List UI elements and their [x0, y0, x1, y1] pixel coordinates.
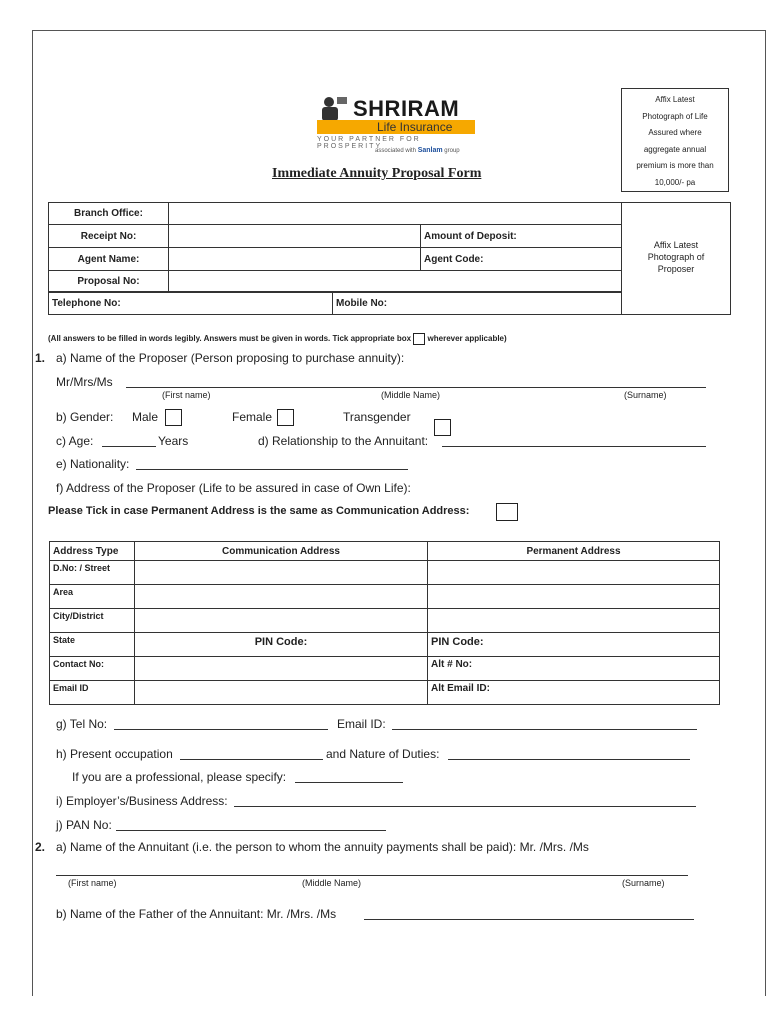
alt-no-field[interactable]: Alt # No:	[428, 657, 720, 681]
brand-association: associated with Sanlam group	[375, 147, 460, 154]
annuitant-first-name-caption: (First name)	[68, 878, 117, 888]
father-name-field[interactable]	[364, 919, 694, 920]
address-type-header: Address Type	[50, 542, 135, 561]
perm-city-field[interactable]	[428, 609, 720, 633]
permanent-same-checkbox[interactable]	[496, 503, 518, 521]
surname-caption: (Surname)	[624, 390, 667, 400]
tick-box-sample	[413, 333, 425, 345]
annuitant-surname-caption: (Surname)	[622, 878, 665, 888]
mobile-no-label[interactable]: Mobile No:	[333, 292, 622, 315]
annuitant-name-label: a) Name of the Annuitant (i.e. the person to whom the annuity payments shall be paid): Mr. /Mrs. /Ms	[56, 840, 589, 854]
age-label: c) Age:	[56, 434, 94, 448]
first-name-caption: (First name)	[162, 390, 211, 400]
row-email-label: Email ID	[50, 681, 135, 705]
brand-tagline: YOUR PARTNER FOR PROSPERITY	[317, 136, 421, 150]
employer-address-label: i) Employer’s/Business Address:	[56, 794, 228, 808]
male-checkbox[interactable]	[165, 409, 182, 426]
row-area-label: Area	[50, 585, 135, 609]
female-checkbox[interactable]	[277, 409, 294, 426]
form-title: Immediate Annuity Proposal Form	[272, 166, 482, 181]
proposal-no-field[interactable]	[169, 271, 622, 293]
perm-pin-code[interactable]: PIN Code:	[428, 633, 720, 657]
shriram-logo	[313, 93, 478, 159]
receipt-no-field[interactable]	[169, 225, 421, 248]
age-field[interactable]	[102, 446, 156, 447]
proposer-name-label: a) Name of the Proposer (Person proposing to purchase annuity):	[56, 351, 405, 365]
photo-box-life-assured[interactable]: Affix Latest Photograph of Life Assured where aggregate annual premium is more than 10,000/- pa	[621, 88, 729, 192]
father-name-label: b) Name of the Father of the Annuitant: Mr. /Mrs. /Ms	[56, 907, 337, 921]
row-street-label: D.No: / Street	[50, 561, 135, 585]
office-table	[48, 202, 622, 293]
male-label: Male	[132, 410, 159, 424]
branch-office-field[interactable]	[169, 203, 622, 225]
gender-label: b) Gender:	[56, 410, 114, 424]
pan-no-label: j) PAN No:	[56, 818, 112, 832]
address-table	[49, 541, 720, 705]
agent-name-label: Agent Name:	[49, 248, 169, 271]
annuitant-middle-name-caption: (Middle Name)	[302, 878, 362, 888]
amount-of-deposit-label[interactable]: Amount of Deposit:	[421, 225, 622, 248]
comm-area-field[interactable]	[135, 585, 428, 609]
nationality-label: e) Nationality:	[56, 457, 130, 471]
permanent-address-header: Permanent Address	[428, 542, 720, 561]
brand-sub: Life Insurance	[377, 120, 453, 134]
agent-code-label[interactable]: Agent Code:	[421, 248, 622, 271]
nature-label: and Nature of Duties:	[326, 747, 440, 761]
communication-address-header: Communication Address	[135, 542, 428, 561]
email-label: Email ID:	[337, 717, 386, 731]
row-city-label: City/District	[50, 609, 135, 633]
section-2-number: 2.	[35, 840, 46, 854]
proposer-name-field[interactable]	[126, 387, 706, 388]
proposal-no-label: Proposal No:	[49, 271, 169, 293]
comm-city-field[interactable]	[135, 609, 428, 633]
salutation-label: Mr/Mrs/Ms	[56, 375, 113, 389]
pan-no-field[interactable]	[116, 830, 386, 831]
perm-area-field[interactable]	[428, 585, 720, 609]
office-table-phone-row	[48, 291, 622, 315]
nationality-field[interactable]	[136, 469, 408, 470]
comm-contact-field[interactable]	[135, 657, 428, 681]
instructions: (All answers to be filled in words legibly. Answers must be given in words. Tick appropriate box wherever applicable)	[48, 334, 507, 344]
female-label: Female	[232, 410, 273, 424]
tel-no-label: g) Tel No:	[56, 717, 108, 731]
receipt-no-label: Receipt No:	[49, 225, 169, 248]
transgender-label: Transgender	[343, 410, 411, 424]
branch-office-label: Branch Office:	[49, 203, 169, 225]
section-1-number: 1.	[35, 351, 46, 365]
comm-pin-code[interactable]: PIN Code:	[135, 633, 428, 657]
occupation-field[interactable]	[180, 759, 323, 760]
nature-field[interactable]	[448, 759, 690, 760]
years-label: Years	[158, 434, 189, 448]
address-label: f) Address of the Proposer (Life to be assured in case of Own Life):	[56, 481, 411, 495]
agent-name-field[interactable]	[169, 248, 421, 271]
row-contact-label: Contact No:	[50, 657, 135, 681]
brand-name: SHRIRAM	[353, 96, 460, 121]
photo-box-proposer[interactable]: Affix Latest Photograph of Proposer	[621, 202, 731, 315]
row-state-label: State	[50, 633, 135, 657]
telephone-no-label[interactable]: Telephone No:	[49, 292, 333, 315]
perm-street-field[interactable]	[428, 561, 720, 585]
employer-address-field[interactable]	[234, 806, 696, 807]
relationship-label: d) Relationship to the Annuitant:	[258, 434, 429, 448]
email-field[interactable]	[392, 729, 697, 730]
comm-email-field[interactable]	[135, 681, 428, 705]
relationship-field[interactable]	[442, 446, 706, 447]
occupation-label: h) Present occupation	[56, 747, 173, 761]
professional-label: If you are a professional, please specify:	[72, 770, 287, 784]
transgender-checkbox[interactable]	[434, 419, 451, 436]
professional-field[interactable]	[295, 782, 403, 783]
middle-name-caption: (Middle Name)	[381, 390, 441, 400]
comm-street-field[interactable]	[135, 561, 428, 585]
alt-email-field[interactable]: Alt Email ID:	[428, 681, 720, 705]
annuitant-name-field[interactable]	[56, 875, 688, 876]
permanent-same-label: Please Tick in case Permanent Address is the same as Communication Address:	[48, 505, 470, 517]
logo-figure-icon	[315, 93, 355, 123]
tel-no-field[interactable]	[114, 729, 328, 730]
